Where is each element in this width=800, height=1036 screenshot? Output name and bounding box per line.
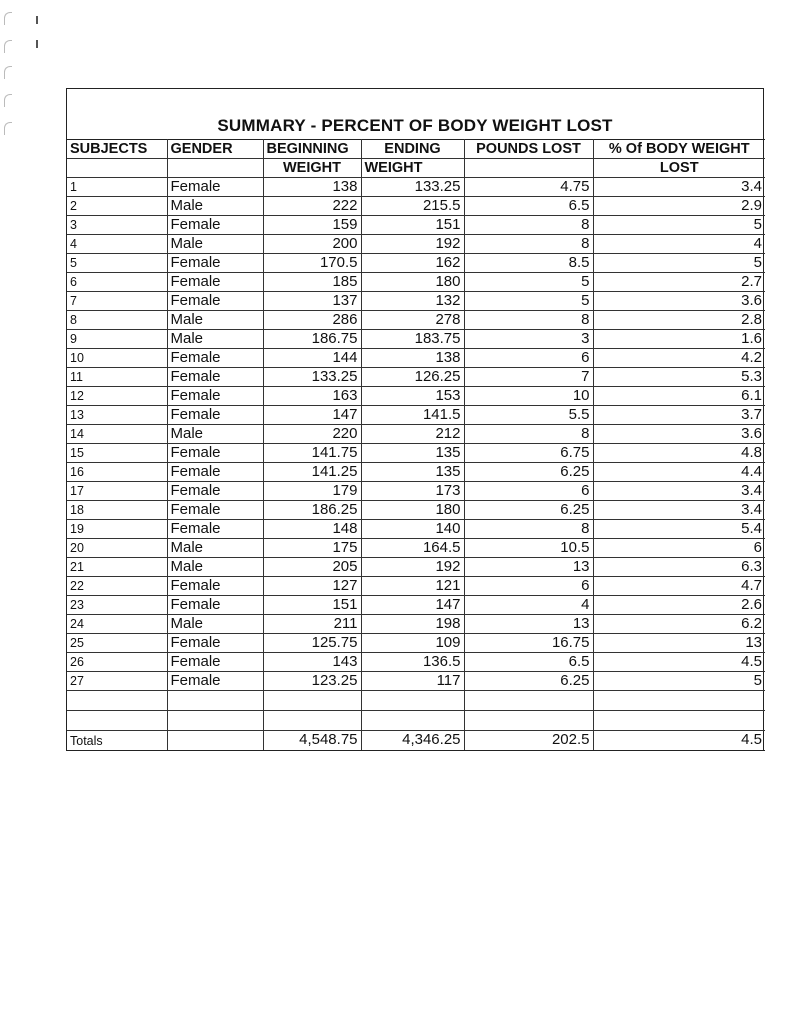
- subject-cell: 3: [67, 216, 167, 235]
- pounds-lost-cell: 6.25: [464, 672, 593, 691]
- table-row: [67, 368, 765, 387]
- binder-ring-mark: [4, 40, 12, 53]
- gender-cell: Female: [167, 368, 263, 387]
- percent-lost-cell: 2.8: [593, 311, 765, 330]
- percent-lost-cell: 4.5: [593, 653, 765, 672]
- pounds-lost-cell: 5: [464, 292, 593, 311]
- beginning-weight-cell: 222: [263, 197, 361, 216]
- gender-cell: Male: [167, 425, 263, 444]
- percent-lost-cell: 6: [593, 539, 765, 558]
- percent-lost-cell: 3.6: [593, 425, 765, 444]
- beginning-weight-cell: 143: [263, 653, 361, 672]
- pounds-lost-cell: 3: [464, 330, 593, 349]
- pounds-lost-cell: 16.75: [464, 634, 593, 653]
- percent-lost-cell: 4.8: [593, 444, 765, 463]
- punch-mark: [36, 16, 38, 24]
- percent-lost-cell: 6.3: [593, 558, 765, 577]
- beginning-weight-cell: 138: [263, 178, 361, 197]
- binder-ring-mark: [4, 94, 12, 107]
- pounds-lost-cell: 6.25: [464, 501, 593, 520]
- percent-lost-cell: 4.7: [593, 577, 765, 596]
- pounds-lost-cell: 8: [464, 425, 593, 444]
- subject-cell: 13: [67, 406, 167, 425]
- gender-cell: Male: [167, 235, 263, 254]
- header-beginning-weight: WEIGHT: [263, 159, 361, 178]
- weight-loss-table: [67, 139, 765, 751]
- gender-cell: Female: [167, 653, 263, 672]
- pounds-lost-cell: 10: [464, 387, 593, 406]
- pounds-lost-cell: 6: [464, 482, 593, 501]
- subject-cell: 14: [67, 425, 167, 444]
- ending-weight-cell: 133.25: [361, 178, 464, 197]
- percent-lost-cell: 3.4: [593, 178, 765, 197]
- blank-cell: [67, 711, 167, 731]
- table-row: [67, 178, 765, 197]
- table-body: [67, 178, 765, 691]
- percent-lost-cell: 4: [593, 235, 765, 254]
- gender-cell: Female: [167, 254, 263, 273]
- table-row: [67, 330, 765, 349]
- pounds-lost-cell: 8: [464, 216, 593, 235]
- percent-lost-cell: 2.6: [593, 596, 765, 615]
- table-row: [67, 406, 765, 425]
- blank-cell: [464, 691, 593, 711]
- percent-lost-cell: 5.4: [593, 520, 765, 539]
- ending-weight-cell: 141.5: [361, 406, 464, 425]
- gender-cell: Male: [167, 539, 263, 558]
- table-row: [67, 501, 765, 520]
- table-row: [67, 235, 765, 254]
- blank-cell: [593, 691, 765, 711]
- percent-lost-cell: 2.9: [593, 197, 765, 216]
- table-row: [67, 539, 765, 558]
- table-row: [67, 596, 765, 615]
- pounds-lost-cell: 7: [464, 368, 593, 387]
- header-empty: [67, 159, 167, 178]
- table-row: [67, 577, 765, 596]
- subject-cell: 6: [67, 273, 167, 292]
- gender-cell: Female: [167, 463, 263, 482]
- ending-weight-cell: 153: [361, 387, 464, 406]
- percent-lost-cell: 13: [593, 634, 765, 653]
- beginning-weight-cell: 200: [263, 235, 361, 254]
- pounds-lost-cell: 8.5: [464, 254, 593, 273]
- blank-row: [67, 691, 765, 711]
- table-row: [67, 444, 765, 463]
- header-row-1: [67, 140, 765, 159]
- subject-cell: 25: [67, 634, 167, 653]
- beginning-weight-cell: 148: [263, 520, 361, 539]
- ending-weight-cell: 109: [361, 634, 464, 653]
- pounds-lost-cell: 6.5: [464, 653, 593, 672]
- blank-cell: [167, 711, 263, 731]
- ending-weight-cell: 136.5: [361, 653, 464, 672]
- pounds-lost-cell: 5: [464, 273, 593, 292]
- subject-cell: 26: [67, 653, 167, 672]
- pounds-lost-cell: 5.5: [464, 406, 593, 425]
- binder-ring-mark: [4, 122, 12, 135]
- beginning-weight-cell: 159: [263, 216, 361, 235]
- table-row: [67, 634, 765, 653]
- blank-cell: [361, 711, 464, 731]
- ending-weight-cell: 278: [361, 311, 464, 330]
- gender-cell: Female: [167, 672, 263, 691]
- beginning-weight-cell: 211: [263, 615, 361, 634]
- totals-row: [67, 731, 765, 751]
- pounds-lost-cell: 6.5: [464, 197, 593, 216]
- table-row: [67, 292, 765, 311]
- gender-cell: Female: [167, 596, 263, 615]
- blank-row: [67, 711, 765, 731]
- pounds-lost-cell: 4.75: [464, 178, 593, 197]
- subject-cell: 20: [67, 539, 167, 558]
- table-row: [67, 273, 765, 292]
- gender-cell: Female: [167, 178, 263, 197]
- pounds-lost-cell: 6: [464, 349, 593, 368]
- table-row: [67, 520, 765, 539]
- header-percent-lost: % Of BODY WEIGHT: [593, 140, 765, 159]
- beginning-weight-cell: 151: [263, 596, 361, 615]
- gender-cell: Female: [167, 444, 263, 463]
- gender-cell: Female: [167, 520, 263, 539]
- title-area: [67, 89, 763, 139]
- pounds-lost-cell: 13: [464, 615, 593, 634]
- blank-cell: [263, 691, 361, 711]
- ending-weight-cell: 180: [361, 501, 464, 520]
- ending-weight-cell: 140: [361, 520, 464, 539]
- subject-cell: 11: [67, 368, 167, 387]
- header-empty: [167, 159, 263, 178]
- beginning-weight-cell: 133.25: [263, 368, 361, 387]
- summary-sheet: [66, 88, 764, 751]
- beginning-weight-cell: 137: [263, 292, 361, 311]
- pounds-lost-cell: 6.75: [464, 444, 593, 463]
- percent-lost-cell: 4.2: [593, 349, 765, 368]
- percent-lost-cell: 2.7: [593, 273, 765, 292]
- table-row: [67, 311, 765, 330]
- subject-cell: 8: [67, 311, 167, 330]
- pounds-lost-cell: 4: [464, 596, 593, 615]
- table-row: [67, 653, 765, 672]
- subject-cell: 19: [67, 520, 167, 539]
- table-row: [67, 482, 765, 501]
- table-row: [67, 558, 765, 577]
- gender-cell: Female: [167, 387, 263, 406]
- gender-cell: Female: [167, 406, 263, 425]
- ending-weight-cell: 180: [361, 273, 464, 292]
- ending-weight-cell: 121: [361, 577, 464, 596]
- percent-lost-cell: 4.4: [593, 463, 765, 482]
- table-row: [67, 615, 765, 634]
- beginning-weight-cell: 127: [263, 577, 361, 596]
- subject-cell: 22: [67, 577, 167, 596]
- ending-weight-cell: 138: [361, 349, 464, 368]
- punch-mark: [36, 40, 38, 48]
- beginning-weight-cell: 163: [263, 387, 361, 406]
- beginning-weight-cell: 123.25: [263, 672, 361, 691]
- gender-cell: Female: [167, 273, 263, 292]
- ending-weight-cell: 135: [361, 463, 464, 482]
- table-footer: [67, 691, 765, 751]
- subject-cell: 23: [67, 596, 167, 615]
- subject-cell: 24: [67, 615, 167, 634]
- gender-cell: Male: [167, 558, 263, 577]
- gender-cell: Female: [167, 634, 263, 653]
- header-ending: ENDING: [361, 140, 464, 159]
- table-row: [67, 672, 765, 691]
- subject-cell: 12: [67, 387, 167, 406]
- pounds-lost-cell: 8: [464, 235, 593, 254]
- gender-cell: Female: [167, 577, 263, 596]
- ending-weight-cell: 215.5: [361, 197, 464, 216]
- beginning-weight-cell: 170.5: [263, 254, 361, 273]
- ending-weight-cell: 173: [361, 482, 464, 501]
- gender-cell: Female: [167, 216, 263, 235]
- totals-label: Totals: [67, 731, 167, 751]
- gender-cell: Female: [167, 292, 263, 311]
- subject-cell: 21: [67, 558, 167, 577]
- percent-lost-cell: 3.6: [593, 292, 765, 311]
- header-empty: [464, 159, 593, 178]
- beginning-weight-cell: 147: [263, 406, 361, 425]
- subject-cell: 7: [67, 292, 167, 311]
- ending-weight-cell: 117: [361, 672, 464, 691]
- subject-cell: 18: [67, 501, 167, 520]
- ending-weight-cell: 147: [361, 596, 464, 615]
- percent-lost-cell: 3.4: [593, 482, 765, 501]
- ending-weight-cell: 164.5: [361, 539, 464, 558]
- blank-cell: [464, 711, 593, 731]
- subject-cell: 5: [67, 254, 167, 273]
- table-row: [67, 216, 765, 235]
- percent-lost-cell: 3.7: [593, 406, 765, 425]
- subject-cell: 17: [67, 482, 167, 501]
- percent-lost-cell: 5: [593, 672, 765, 691]
- gender-cell: Male: [167, 330, 263, 349]
- subject-cell: 10: [67, 349, 167, 368]
- percent-lost-cell: 5.3: [593, 368, 765, 387]
- document-title: SUMMARY - PERCENT OF BODY WEIGHT LOST: [217, 116, 613, 135]
- beginning-weight-cell: 186.25: [263, 501, 361, 520]
- beginning-weight-cell: 205: [263, 558, 361, 577]
- pounds-lost-cell: 6.25: [464, 463, 593, 482]
- ending-weight-cell: 162: [361, 254, 464, 273]
- beginning-weight-cell: 220: [263, 425, 361, 444]
- header-row-2: [67, 159, 765, 178]
- table-row: [67, 197, 765, 216]
- header-beginning: BEGINNING: [263, 140, 361, 159]
- beginning-weight-cell: 185: [263, 273, 361, 292]
- beginning-weight-cell: 286: [263, 311, 361, 330]
- blank-cell: [167, 691, 263, 711]
- pounds-lost-cell: 13: [464, 558, 593, 577]
- percent-lost-cell: 1.6: [593, 330, 765, 349]
- totals-pounds-lost: 202.5: [464, 731, 593, 751]
- header-subjects: SUBJECTS: [67, 140, 167, 159]
- gender-cell: Female: [167, 482, 263, 501]
- blank-cell: [263, 711, 361, 731]
- gender-cell: Female: [167, 349, 263, 368]
- blank-cell: [593, 711, 765, 731]
- totals-gender-cell: [167, 731, 263, 751]
- blank-cell: [361, 691, 464, 711]
- table-row: [67, 425, 765, 444]
- beginning-weight-cell: 186.75: [263, 330, 361, 349]
- subject-cell: 15: [67, 444, 167, 463]
- percent-lost-cell: 6.1: [593, 387, 765, 406]
- ending-weight-cell: 183.75: [361, 330, 464, 349]
- totals-beginning: 4,548.75: [263, 731, 361, 751]
- ending-weight-cell: 192: [361, 558, 464, 577]
- blank-cell: [67, 691, 167, 711]
- ending-weight-cell: 132: [361, 292, 464, 311]
- header-gender: GENDER: [167, 140, 263, 159]
- pounds-lost-cell: 6: [464, 577, 593, 596]
- pounds-lost-cell: 8: [464, 520, 593, 539]
- percent-lost-cell: 6.2: [593, 615, 765, 634]
- pounds-lost-cell: 8: [464, 311, 593, 330]
- beginning-weight-cell: 141.75: [263, 444, 361, 463]
- table-row: [67, 463, 765, 482]
- table-row: [67, 254, 765, 273]
- percent-lost-cell: 3.4: [593, 501, 765, 520]
- percent-lost-cell: 5: [593, 254, 765, 273]
- ending-weight-cell: 212: [361, 425, 464, 444]
- totals-percent-lost: 4.5: [593, 731, 765, 751]
- percent-lost-cell: 5: [593, 216, 765, 235]
- subject-cell: 9: [67, 330, 167, 349]
- beginning-weight-cell: 144: [263, 349, 361, 368]
- subject-cell: 4: [67, 235, 167, 254]
- beginning-weight-cell: 125.75: [263, 634, 361, 653]
- gender-cell: Male: [167, 615, 263, 634]
- gender-cell: Male: [167, 197, 263, 216]
- subject-cell: 1: [67, 178, 167, 197]
- beginning-weight-cell: 141.25: [263, 463, 361, 482]
- subject-cell: 16: [67, 463, 167, 482]
- pounds-lost-cell: 10.5: [464, 539, 593, 558]
- subject-cell: 2: [67, 197, 167, 216]
- table-row: [67, 387, 765, 406]
- header-ending-weight: WEIGHT: [361, 159, 464, 178]
- header-percent-lost-line2: LOST: [593, 159, 765, 178]
- ending-weight-cell: 126.25: [361, 368, 464, 387]
- gender-cell: Male: [167, 311, 263, 330]
- ending-weight-cell: 151: [361, 216, 464, 235]
- table-row: [67, 349, 765, 368]
- beginning-weight-cell: 179: [263, 482, 361, 501]
- gender-cell: Female: [167, 501, 263, 520]
- ending-weight-cell: 135: [361, 444, 464, 463]
- binder-ring-mark: [4, 66, 12, 79]
- ending-weight-cell: 198: [361, 615, 464, 634]
- totals-ending: 4,346.25: [361, 731, 464, 751]
- binder-ring-mark: [4, 12, 12, 25]
- subject-cell: 27: [67, 672, 167, 691]
- header-pounds-lost: POUNDS LOST: [464, 140, 593, 159]
- ending-weight-cell: 192: [361, 235, 464, 254]
- beginning-weight-cell: 175: [263, 539, 361, 558]
